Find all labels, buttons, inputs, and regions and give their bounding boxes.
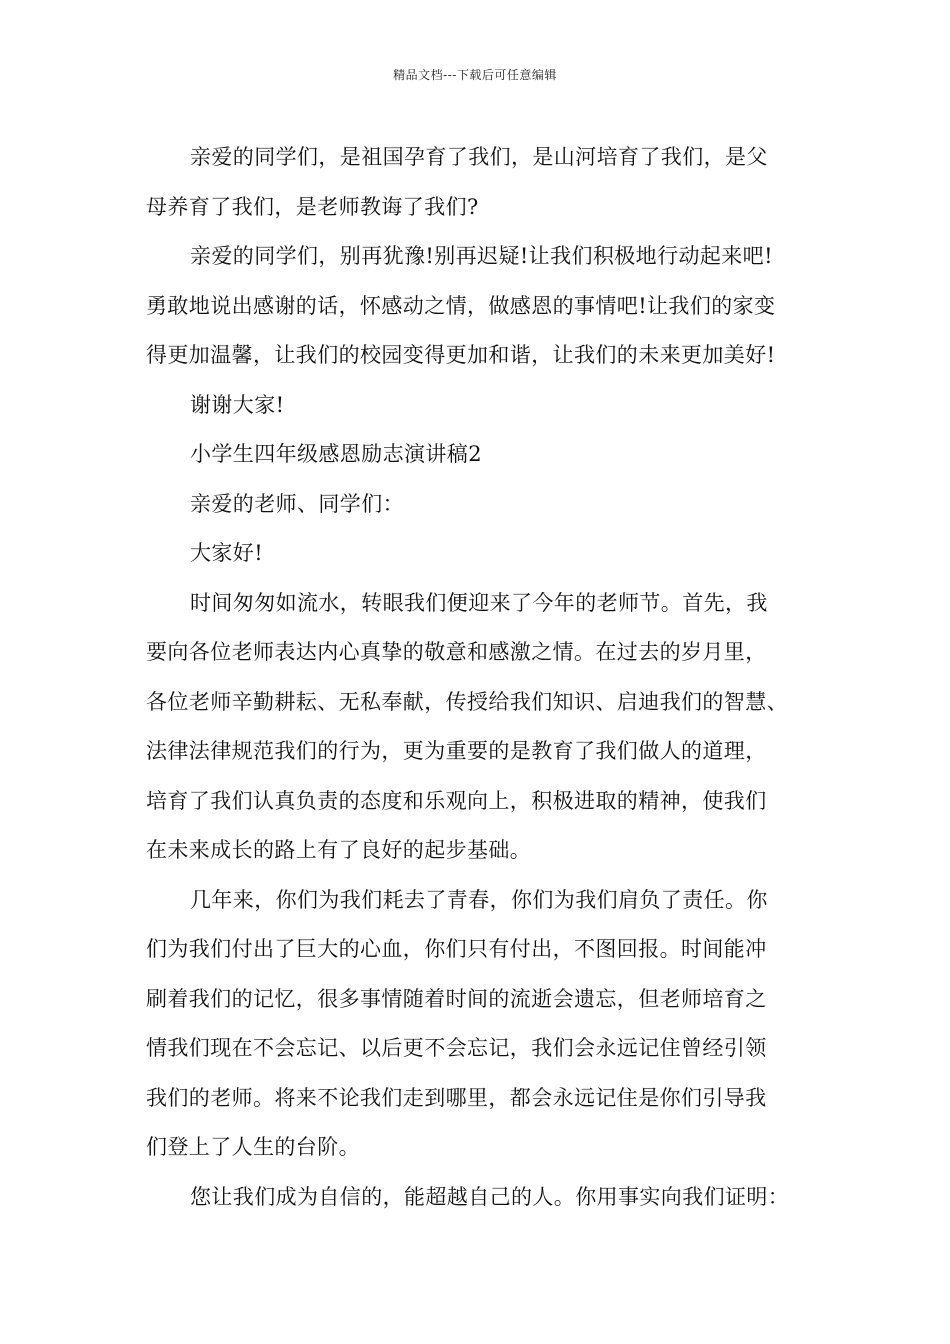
paragraph — [146, 876, 836, 1173]
paragraph — [146, 579, 836, 876]
text-line: 情我们现在不会忘记、以后更不会忘记，我们会永远记住曾经引领 — [146, 1036, 767, 1060]
text-line: 亲爱的老师、同学们： — [190, 491, 404, 516]
text-line: 我们的老师。将来不论我们走到哪里，都会永远记住是你们引导我 — [146, 1085, 767, 1110]
document-body — [146, 133, 836, 1222]
paragraph — [146, 133, 836, 232]
text-line: 们为我们付出了巨大的心血，你们只有付出，不图回报。时间能冲 — [146, 937, 767, 961]
text-line: 谢谢大家! — [190, 392, 285, 417]
text-line: 亲爱的同学们，是祖国孕育了我们，是山河培育了我们，是父 — [190, 145, 768, 169]
greeting — [146, 529, 836, 579]
text-line: 您让我们成为自信的，能超越自己的人。你用事实向我们证明： — [190, 1184, 790, 1209]
text-line: 亲爱的同学们，别再犹豫!别再迟疑!让我们积极地行动起来吧! — [190, 244, 773, 268]
page-header: 精品文档---下载后可任意编辑 — [393, 68, 557, 82]
text-line: 在未来成长的路上有了良好的起步基础。 — [146, 838, 532, 862]
text-line: 小学生四年级感恩励志演讲稿2 — [190, 442, 482, 466]
paragraph — [146, 232, 836, 381]
text-line: 时间匆匆如流水，转眼我们便迎来了今年的老师节。首先，我 — [190, 590, 768, 615]
text-line: 得更加温馨，让我们的校园变得更加和谐，让我们的未来更加美好! — [146, 343, 776, 367]
text-line: 几年来，你们为我们耗去了青春，你们为我们肩负了责任。你 — [190, 887, 768, 912]
text-line: 勇敢地说出感谢的话，怀感动之情，做感恩的事情吧!让我们的家变 — [146, 293, 776, 318]
text-line: 各位老师辛勤耕耘、无私奉献，传授给我们知识、启迪我们的智慧、 — [146, 689, 788, 714]
salutation — [146, 480, 836, 530]
text-line: 母养育了我们，是老师教诲了我们? — [146, 194, 479, 219]
text-line: 培育了我们认真负责的态度和乐观向上，积极进取的精神，使我们 — [146, 788, 767, 813]
section-title — [146, 430, 836, 480]
text-line: 大家好! — [190, 541, 264, 565]
text-line: 要向各位老师表达内心真挚的敬意和感激之情。在过去的岁月里， — [146, 640, 767, 664]
paragraph — [146, 1173, 836, 1223]
text-line: 法律法律规范我们的行为，更为重要的是教育了我们做人的道理， — [146, 739, 767, 763]
paragraph — [146, 381, 836, 431]
text-line: 们登上了人生的台阶。 — [146, 1135, 360, 1159]
text-line: 刷着我们的记忆，很多事情随着时间的流逝会遗忘，但老师培育之 — [146, 986, 767, 1011]
